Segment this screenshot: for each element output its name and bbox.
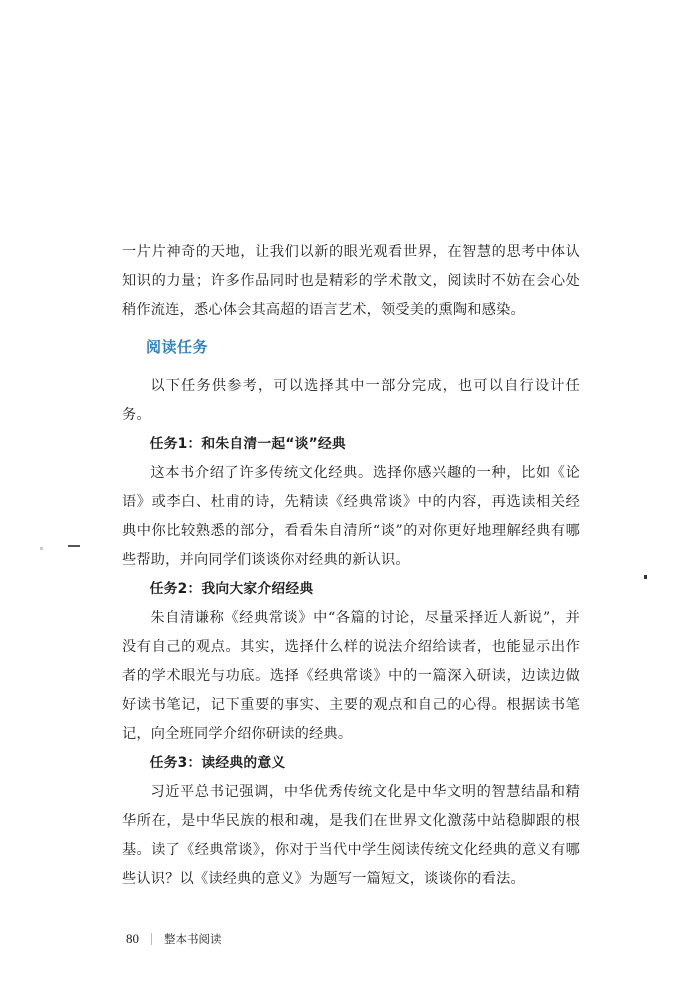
footer-section-title: 整本书阅读 (164, 932, 222, 946)
intro-block (122, 238, 580, 325)
task-3-body: 习近平总书记强调，中华优秀传统文化是中华文明的智慧结晶和精华所在，是中华民族的根和魂，是我们在世界文化激荡中站稳脚跟的根基。读了《经典常谈》，你对于当代中学生阅读传统文化经典的意义有哪些认识？以《读经典的意义》为题写一篇短文，谈谈你的看法。 (122, 784, 580, 887)
tasks-lead: 以下任务供参考，可以选择其中一部分完成，也可以自行设计任务。 (122, 378, 580, 423)
page-number: 80 (126, 931, 139, 946)
scan-artifact (40, 547, 43, 550)
task-2-heading: 任务2：我向大家介绍经典 (149, 581, 314, 597)
footer-divider (151, 933, 152, 945)
task-1-body: 这本书介绍了许多传统文化经典。选择你感兴趣的一种，比如《论语》或李白、杜甫的诗，先精读《经典常谈》中的内容，再选读相关经典中你比较熟悉的部分，看看朱自清所“谈”的对你更好地理解经典有哪些帮助，并向同学们谈谈你对经典的新认识。 (122, 465, 580, 568)
margin-dash-mark (68, 545, 80, 547)
tasks-block (122, 372, 580, 894)
section-title: 阅读任务 (146, 338, 209, 356)
page-footer (126, 931, 222, 947)
task-2-body: 朱自清谦称《经典常谈》中“各篇的讨论，尽量采择近人新说”，并没有自己的观点。其实，选择什么样的说法介绍给读者，也能显示出作者的学术眼光与功底。选择《经典常谈》中的一篇深入研读，边读边做好读书笔记，记下重要的事实、主要的观点和自己的心得。根据读书笔记，向全班同学介绍你研读的经典。 (122, 610, 580, 742)
task-1-heading: 任务1：和朱自清一起“谈”经典 (149, 436, 346, 452)
margin-dot-mark (644, 575, 647, 579)
intro-paragraph: 一片片神奇的天地，让我们以新的眼光观看世界，在智慧的思考中体认知识的力量；许多作品同时也是精彩的学术散文，阅读时不妨在会心处稍作流连，悉心体会其高超的语言艺术，领受美的熏陶和感染。 (122, 244, 580, 318)
task-3-heading: 任务3：读经典的意义 (149, 755, 286, 771)
